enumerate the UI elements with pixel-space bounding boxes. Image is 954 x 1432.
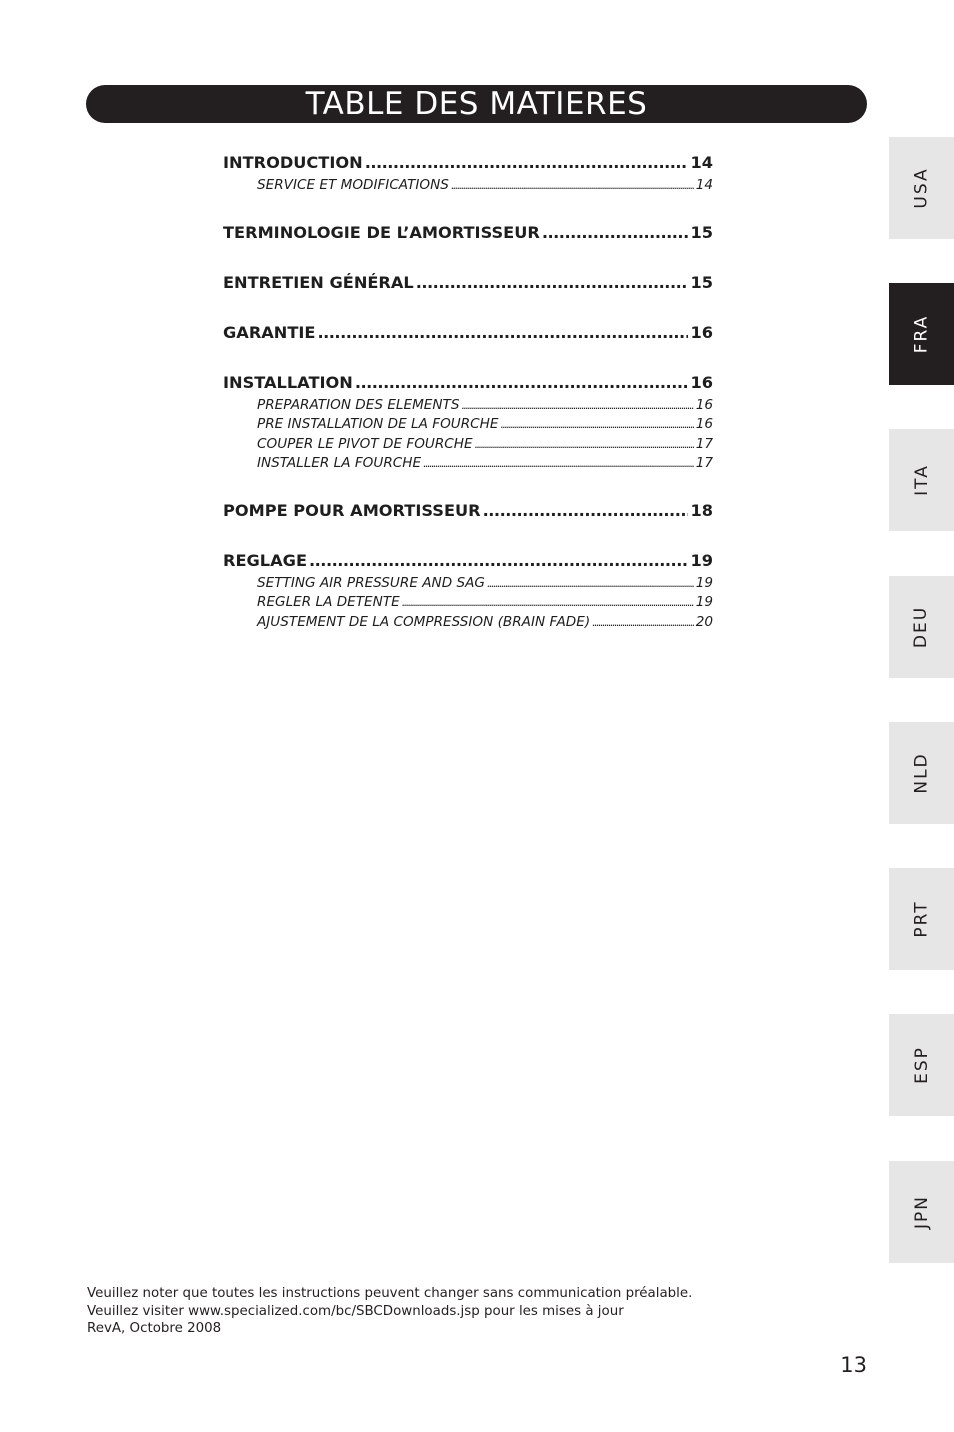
title-bar: [86, 85, 867, 123]
language-tab-label: ITA: [911, 464, 932, 496]
language-tab-label: ESP: [911, 1046, 932, 1084]
toc-subentry-label: SETTING AIR PRESSURE AND SAG: [257, 574, 485, 591]
toc-entry-page: 15: [690, 222, 713, 242]
toc-entry-installation[interactable]: [223, 370, 713, 396]
language-tab-label: FRA: [911, 314, 932, 354]
footer-revision: RevA, Octobre 2008: [87, 1321, 222, 1337]
toc-subentry-page: 20: [695, 613, 713, 630]
toc-subentry-label: REGLER LA DETENTE: [257, 594, 400, 610]
page-number: 13: [840, 1353, 867, 1377]
toc-subentry-page: 17: [695, 435, 713, 452]
toc-subentry-page: 17: [695, 455, 713, 471]
toc-subentry-preparation[interactable]: [257, 396, 713, 416]
toc-entry-label: ENTRETIEN GÉNÉRAL: [223, 272, 414, 292]
language-tab-label: JPN: [911, 1195, 932, 1229]
toc-subentry-couper[interactable]: [257, 435, 713, 455]
dot-leader: [475, 435, 694, 455]
toc-entry-terminologie[interactable]: [223, 220, 713, 246]
toc-entry-label: REGLAGE: [223, 550, 307, 570]
dot-leader: [483, 498, 689, 524]
dot-leader: [355, 370, 689, 396]
dot-leader: [487, 574, 694, 594]
dot-leader: [542, 220, 689, 246]
toc-entry-label: INTRODUCTION: [223, 153, 363, 172]
language-tab-esp[interactable]: [889, 1014, 954, 1116]
toc-entry-introduction[interactable]: [223, 150, 713, 176]
table-of-contents: [223, 150, 713, 632]
toc-entry-label: INSTALLATION: [223, 372, 353, 392]
language-tab-ita[interactable]: [889, 429, 954, 531]
toc-subentry-label: AJUSTEMENT DE LA COMPRESSION (BRAIN FADE): [257, 613, 591, 630]
toc-subentry-label: PREPARATION DES ELEMENTS: [257, 396, 460, 413]
dot-leader: [500, 415, 693, 435]
page-title: TABLE DES MATIERES: [305, 86, 648, 122]
toc-subentry-installer[interactable]: [257, 454, 713, 474]
toc-subentry-service[interactable]: [257, 176, 713, 196]
toc-entry-entretien[interactable]: [223, 270, 713, 296]
language-tab-usa[interactable]: [889, 137, 954, 239]
toc-entry-page: 14: [690, 153, 713, 172]
toc-subentry-pre-installation[interactable]: [257, 415, 713, 435]
toc-subentry-label: SERVICE ET MODIFICATIONS: [257, 177, 449, 193]
language-tab-fra[interactable]: [889, 283, 954, 385]
toc-subentry-page: 14: [695, 177, 713, 193]
toc-subentry-page: 19: [695, 574, 713, 591]
toc-entry-garantie[interactable]: [223, 320, 713, 346]
toc-entry-label: TERMINOLOGIE DE L’AMORTISSEUR: [223, 222, 540, 242]
language-tab-jpn[interactable]: [889, 1161, 954, 1263]
toc-entry-page: 19: [690, 550, 713, 570]
footer-website: Veuillez visiter www.specialized.com/bc/SBCDownloads.jsp pour les mises à jour: [87, 1303, 624, 1319]
language-tab-label: USA: [911, 167, 932, 209]
toc-entry-page: 18: [690, 500, 713, 520]
toc-subentry-label: INSTALLER LA FOURCHE: [257, 455, 422, 471]
toc-entry-page: 15: [690, 272, 713, 292]
language-tab-label: DEU: [911, 605, 932, 649]
dot-leader: [317, 320, 688, 346]
dot-leader: [365, 150, 689, 176]
toc-subentry-detente[interactable]: [257, 593, 713, 613]
dot-leader: [309, 548, 688, 574]
dot-leader: [423, 454, 694, 474]
dot-leader: [402, 593, 694, 613]
toc-subentry-page: 16: [695, 416, 713, 432]
toc-subentry-label: COUPER LE PIVOT DE FOURCHE: [257, 435, 473, 452]
toc-subentry-label: PRE INSTALLATION DE LA FOURCHE: [257, 416, 499, 432]
dot-leader: [462, 396, 694, 416]
language-tab-nld[interactable]: [889, 722, 954, 824]
dot-leader: [416, 270, 689, 296]
toc-subentry-compression[interactable]: [257, 613, 713, 633]
toc-entry-label: GARANTIE: [223, 322, 316, 342]
language-tab-deu[interactable]: [889, 576, 954, 678]
footer-notes: [87, 1285, 692, 1338]
toc-subentry-page: 19: [695, 594, 713, 610]
toc-entry-page: 16: [690, 322, 713, 342]
dot-leader: [451, 176, 694, 196]
language-tab-label: PRT: [911, 900, 932, 938]
toc-subentry-air-pressure[interactable]: [257, 574, 713, 594]
language-tab-label: NLD: [911, 752, 932, 794]
footer-notice: Veuillez noter que toutes les instructions peuvent changer sans communication préalable.: [87, 1286, 693, 1301]
toc-entry-page: 16: [690, 372, 713, 392]
toc-entry-label: POMPE POUR AMORTISSEUR: [223, 500, 481, 520]
toc-entry-pompe[interactable]: [223, 498, 713, 524]
dot-leader: [592, 613, 694, 633]
language-tab-prt[interactable]: [889, 868, 954, 970]
toc-subentry-page: 16: [695, 396, 713, 413]
toc-entry-reglage[interactable]: [223, 548, 713, 574]
